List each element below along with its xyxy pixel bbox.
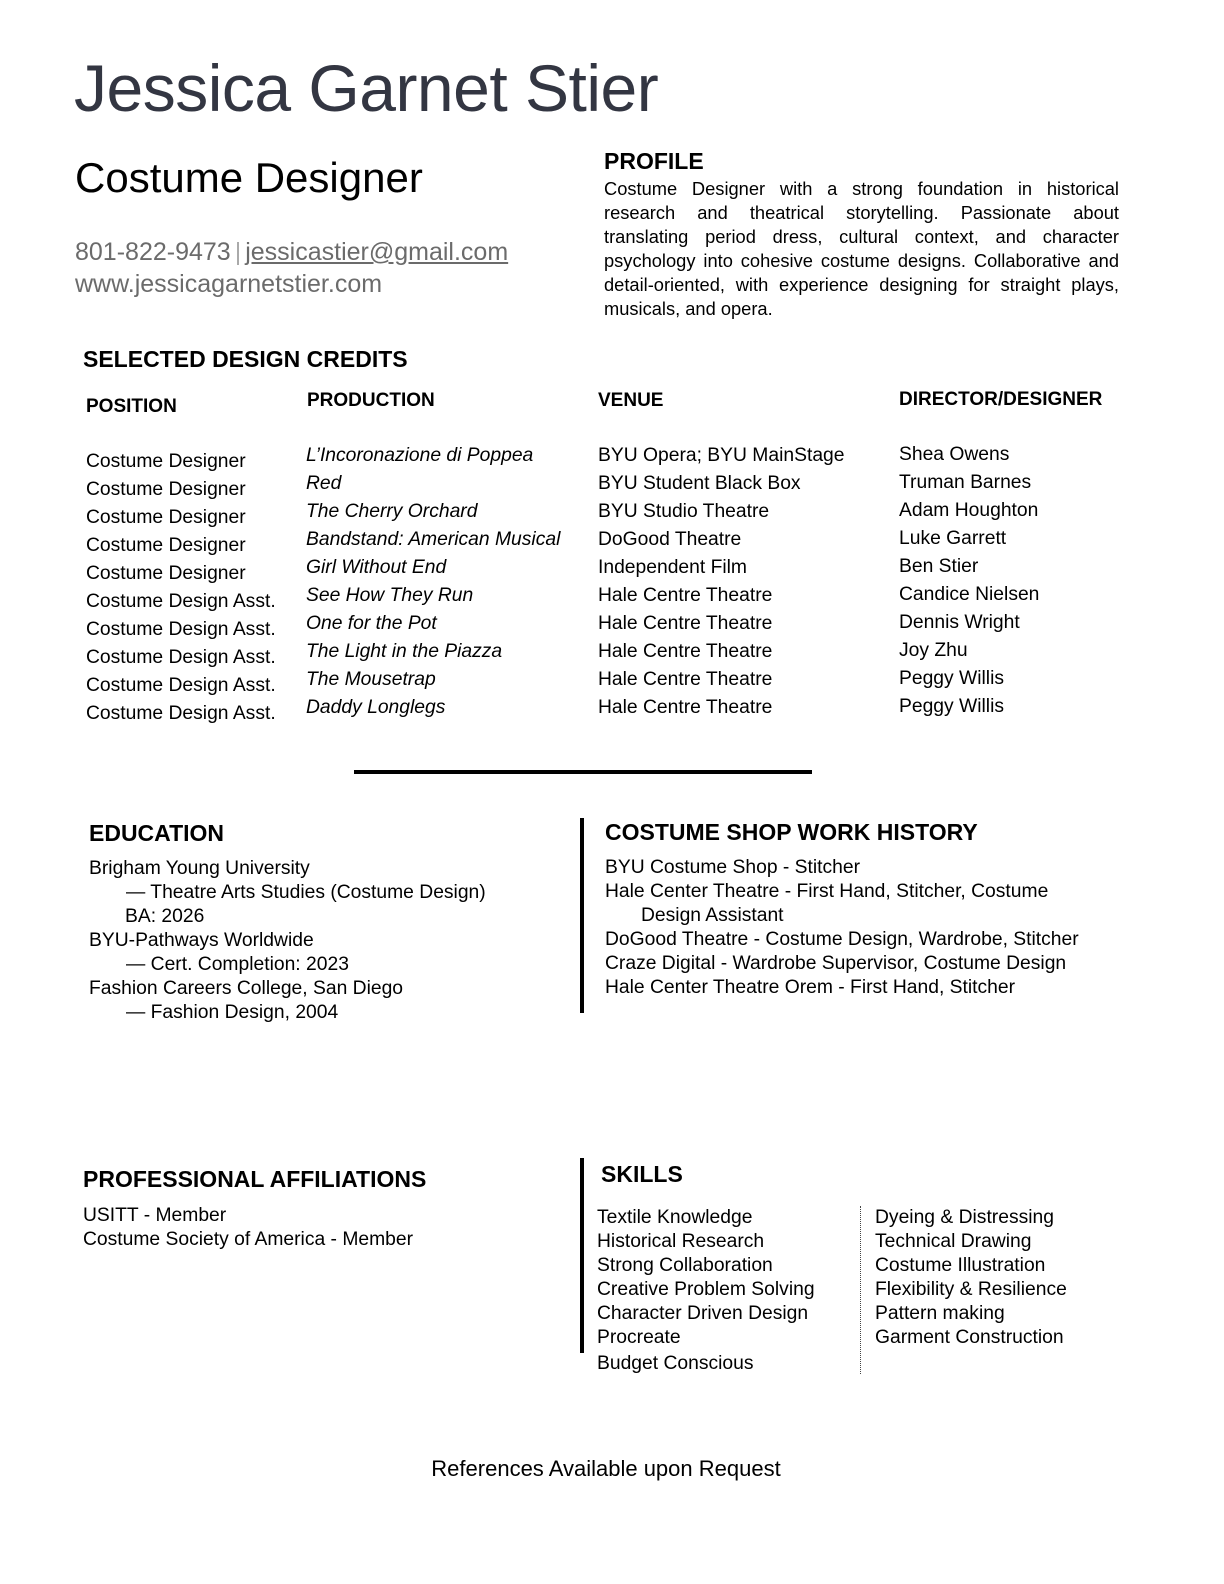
credits-heading: SELECTED DESIGN CREDITS	[83, 346, 408, 372]
venue-column	[598, 442, 845, 722]
credit-venue: DoGood Theatre	[598, 529, 742, 550]
credit-director: Peggy Willis	[899, 668, 1005, 689]
skills-heading: SKILLS	[601, 1161, 683, 1187]
column-header-production: PRODUCTION	[307, 390, 435, 411]
affiliations-list	[83, 1204, 413, 1252]
skill-item: Costume Illustration	[875, 1255, 1046, 1276]
skill-item: Technical Drawing	[875, 1231, 1032, 1252]
education-school: BYU-Pathways Worldwide	[89, 930, 314, 951]
work-history-heading: COSTUME SHOP WORK HISTORY	[605, 819, 978, 845]
skill-item: Strong Collaboration	[597, 1255, 773, 1276]
credit-production: Red	[306, 473, 342, 494]
credit-production: L’Incoronazione di Poppea	[306, 445, 534, 466]
credit-production: Bandstand: American Musical	[306, 529, 561, 550]
skills-right-column	[875, 1206, 1067, 1350]
education-detail: — Fashion Design, 2004	[126, 1002, 339, 1023]
credit-position: Costume Design Asst.	[86, 703, 276, 724]
credit-position: Costume Designer	[86, 563, 246, 584]
credit-director: Peggy Willis	[899, 696, 1005, 717]
work-history-item-continued: Design Assistant	[641, 905, 784, 926]
education-detail: — Cert. Completion: 2023	[126, 954, 349, 975]
profile-text: Costume Designer with a strong foundation in historical research and theatrical storytelling. Passionate about translating period dress, cultural context, and character psychology into cohesive costume designs. Collaborative and detail-oriented, with experience designing for straight plays, musicals, and opera.	[604, 178, 1119, 319]
phone-number: 801-822-9473	[75, 238, 231, 266]
affiliation-item: USITT - Member	[83, 1205, 227, 1226]
skills-column-divider	[860, 1206, 861, 1374]
credit-director: Dennis Wright	[899, 612, 1020, 633]
column-header-director: DIRECTOR/DESIGNER	[899, 389, 1103, 410]
credit-venue: Independent Film	[598, 557, 747, 578]
credit-position: Costume Design Asst.	[86, 675, 276, 696]
skill-item: Dyeing & Distressing	[875, 1207, 1054, 1228]
education-list	[89, 857, 486, 1025]
education-detail: — Theatre Arts Studies (Costume Design)	[126, 882, 486, 903]
director-column	[899, 441, 1039, 721]
website-link[interactable]: www.jessicagarnetstier.com	[75, 270, 383, 298]
credit-production: Girl Without End	[306, 557, 447, 578]
column-header-position: POSITION	[86, 396, 177, 417]
credit-venue: Hale Centre Theatre	[598, 585, 773, 606]
skill-item: Flexibility & Resilience	[875, 1279, 1067, 1300]
credit-venue: Hale Centre Theatre	[598, 669, 773, 690]
references-note: References Available upon Request	[431, 1456, 781, 1481]
credit-venue: BYU Student Black Box	[598, 473, 801, 494]
credit-venue: BYU Opera; BYU MainStage	[598, 445, 845, 466]
credit-director: Truman Barnes	[899, 472, 1032, 493]
section-divider	[354, 770, 812, 774]
credit-director: Candice Nielsen	[899, 584, 1040, 605]
skill-item: Textile Knowledge	[597, 1207, 753, 1228]
affiliation-item: Costume Society of America - Member	[83, 1229, 414, 1250]
education-heading: EDUCATION	[89, 820, 225, 846]
credit-production: The Mousetrap	[306, 669, 436, 690]
credit-venue: BYU Studio Theatre	[598, 501, 770, 522]
skill-item: Budget Conscious	[597, 1353, 754, 1374]
credit-director: Ben Stier	[899, 556, 979, 577]
credit-position: Costume Design Asst.	[86, 619, 276, 640]
credit-director: Joy Zhu	[899, 640, 968, 661]
credit-position: Costume Designer	[86, 451, 246, 472]
position-column	[86, 448, 276, 728]
credit-director: Adam Houghton	[899, 500, 1039, 521]
skill-item: Garment Construction	[875, 1327, 1064, 1348]
work-history-item: BYU Costume Shop - Stitcher	[605, 857, 861, 878]
credit-venue: Hale Centre Theatre	[598, 641, 773, 662]
credit-production: The Cherry Orchard	[306, 501, 478, 522]
vertical-divider	[580, 1158, 584, 1353]
production-column	[306, 442, 560, 722]
contact-block	[75, 236, 508, 300]
credit-position: Costume Design Asst.	[86, 647, 276, 668]
skills-left-column	[597, 1206, 815, 1350]
credit-position: Costume Designer	[86, 507, 246, 528]
credit-position: Costume Designer	[86, 535, 246, 556]
skill-item: Historical Research	[597, 1231, 765, 1252]
column-header-venue: VENUE	[598, 390, 664, 411]
skill-item: Creative Problem Solving	[597, 1279, 815, 1300]
education-detail: BA: 2026	[125, 906, 205, 927]
credit-production: One for the Pot	[306, 613, 437, 634]
credit-production: See How They Run	[306, 585, 474, 606]
candidate-name: Jessica Garnet Stier	[74, 51, 659, 125]
credit-production: The Light in the Piazza	[306, 641, 503, 662]
email-link[interactable]: jessicastier@gmail.com	[245, 238, 509, 266]
credit-director: Luke Garrett	[899, 528, 1007, 549]
work-history-item: Craze Digital - Wardrobe Supervisor, Costume Design	[605, 953, 1067, 974]
work-history-item: Hale Center Theatre - First Hand, Stitcher, Costume	[605, 881, 1049, 902]
skill-item: Pattern making	[875, 1303, 1005, 1324]
credit-venue: Hale Centre Theatre	[598, 697, 773, 718]
work-history-list	[605, 856, 1079, 1000]
affiliations-heading: PROFESSIONAL AFFILIATIONS	[83, 1166, 427, 1192]
education-school: Fashion Careers College, San Diego	[89, 978, 404, 999]
work-history-item: Hale Center Theatre Orem - First Hand, Stitcher	[605, 977, 1016, 998]
credit-director: Shea Owens	[899, 444, 1010, 465]
credit-position: Costume Design Asst.	[86, 591, 276, 612]
skill-item: Procreate	[597, 1327, 681, 1348]
work-history-item: DoGood Theatre - Costume Design, Wardrobe, Stitcher	[605, 929, 1079, 950]
profile-heading: PROFILE	[604, 148, 704, 174]
skill-item: Character Driven Design	[597, 1303, 809, 1324]
job-title: Costume Designer	[75, 154, 423, 201]
credit-production: Daddy Longlegs	[306, 697, 446, 718]
education-school: Brigham Young University	[89, 858, 310, 879]
credit-position: Costume Designer	[86, 479, 246, 500]
contact-separator: |	[234, 238, 242, 266]
vertical-divider	[580, 818, 584, 1013]
credit-venue: Hale Centre Theatre	[598, 613, 773, 634]
